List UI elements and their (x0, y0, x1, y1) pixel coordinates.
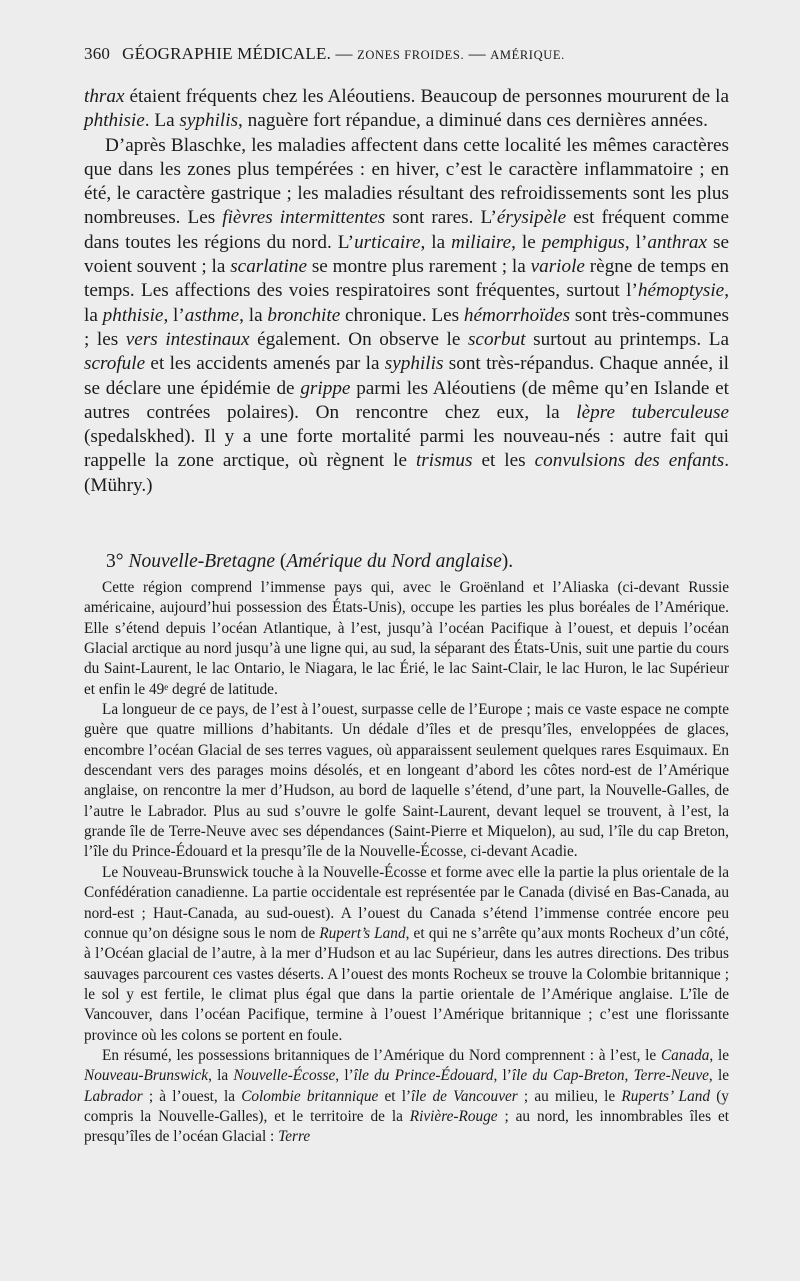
italic-term: érysipèle (496, 207, 567, 229)
text-run: et l’ (378, 1087, 412, 1105)
text-run: , la (84, 280, 729, 326)
italic-term: Ruperts’ Land (621, 1087, 711, 1105)
italic-term: thrax (84, 86, 125, 107)
italic-term: anthrax (647, 231, 708, 253)
text-run: , le (709, 1046, 729, 1064)
main-text (84, 85, 729, 498)
italic-term: île du Prince-Édouard (353, 1067, 494, 1085)
text-run: également. On observe le (249, 328, 468, 350)
text-run: et les (472, 450, 535, 472)
paragraph: Cette région comprend l’immense pays qui, avec le Groënland et l’Aliaska (ci-devant Russie américaine, aujourd’hui possession des États-Unis), occupe les parties les plus boréales de l’Amérique. Elle s’étend depuis l’océan Atlantique, à l’est, jusqu’à l’océan Pacifique à l’ouest, et depuis l’océan Glacial arctique au nord jusqu’à une ligne qui, au sud, la séparant des États-Unis, suit une partie du cours du Saint-Laurent, le lac Ontario, le Niagara, le lac Érié, le lac Saint-Clair, le lac Huron, le lac Supérieur et enfin le 49ᵉ degré de latitude. (84, 579, 729, 698)
section-subtitle: Amérique du Nord anglaise (286, 551, 502, 572)
text-run: étaient fréquents chez les Aléoutiens. Beaucoup de personnes moururent de la (124, 86, 729, 107)
text-run: , l’ (493, 1067, 512, 1085)
text-run: ). (501, 551, 514, 572)
text-run: En résumé, les possessions britanniques de l’Amérique du Nord comprennent : à l’est, le (102, 1046, 661, 1064)
text-run: ; au nord, les innombrables îles et presqu’îles de l’océan Glacial : (84, 1107, 729, 1146)
italic-term: lèpre tuberculeuse (576, 401, 729, 423)
section-title: Nouvelle-Bretagne (128, 551, 275, 572)
text-run: surtout au printemps. La (525, 328, 729, 350)
text-run: , le (511, 231, 542, 253)
italic-term: Rupert’s Land (319, 924, 406, 942)
italic-term: Labrador (84, 1087, 143, 1105)
header-separator: — (331, 44, 358, 63)
running-title: GÉOGRAPHIE MÉDICALE. (122, 44, 332, 63)
page-number: 360 (84, 44, 111, 63)
header-separator: — (464, 44, 491, 63)
text-run: (y compris la Nouvelle-Galles), et le territoire de la (84, 1087, 729, 1125)
text-run: , naguère fort répandue, a diminué dans ces dernières années. (238, 110, 708, 132)
header-section-region: AMÉRIQUE. (490, 48, 565, 62)
running-header (84, 44, 724, 64)
text-run: , la (208, 1067, 234, 1085)
italic-term: Terre (278, 1128, 311, 1146)
italic-term: urticaire (354, 231, 421, 253)
italic-term: île du Cap-Breton (511, 1067, 625, 1085)
header-section-zone: ZONES FROIDES. (357, 48, 465, 62)
italic-term: convulsions des enfants (534, 450, 725, 472)
italic-term: Rivière-Rouge (409, 1107, 498, 1125)
italic-term: Canada (660, 1046, 710, 1064)
paragraph (84, 863, 729, 1046)
italic-term: hémoptysie (637, 280, 725, 302)
text-run: . La (144, 110, 180, 132)
text-run: , le (708, 1067, 729, 1085)
italic-term: syphilis (384, 353, 444, 375)
text-run: est fréquent comme dans toutes les régions du nord. L’ (84, 207, 729, 253)
text-run: , l’ (163, 304, 185, 326)
text-run: , et qui ne s’arrête qu’aux monts Rocheux d’un côté, à l’Océan glacial de l’autre, à la mer d’Hudson et au lac Supérieur, dans les autres directions. Des tribus sauvages parcourent ces vastes déserts. A l’ouest des monts Rocheux se trouve la Colombie britannique ; le sol y est fertile, le climat plus égal que dans la partie orientale de l’Amérique anglaise. L’île de Vancouver, dans l’océan Pacifique, termine à l’ouest l’Amérique britannique ; c’est une florissante province où les colons se portent en foule. (84, 924, 729, 1044)
italic-term: grippe (300, 377, 351, 399)
text-run: règne de temps en temps. Les affections des voies respiratoires sont fréquentes, surtout l’ (84, 256, 729, 302)
italic-term: bronchite (267, 304, 341, 326)
text-run: sont très-répandus. Chaque année, il se déclare une épidémie de (84, 353, 729, 399)
italic-term: phthisie (84, 110, 145, 132)
italic-term: Terre-Neuve (633, 1067, 709, 1085)
text-run: , (624, 1067, 634, 1085)
text-run: chronique. Les (340, 304, 464, 326)
italic-term: syphilis (179, 110, 239, 132)
section-number: 3° (106, 551, 124, 572)
italic-term: vers intestinaux (125, 328, 250, 350)
text-run: (spedalskhed). Il y a une forte mortalité parmi les nouveau-nés : autre fait qui rappelle la zone arctique, où règnent le (84, 426, 729, 472)
text-run: , l’ (335, 1067, 354, 1085)
text-run: se voient souvent ; la (84, 231, 729, 278)
italic-term: phthisie (102, 304, 164, 326)
text-run: ; à l’ouest, la (142, 1087, 242, 1105)
text-run: se montre plus rarement ; la (306, 256, 531, 278)
paragraph (84, 1046, 729, 1148)
italic-term: scorbut (467, 328, 526, 350)
italic-term: scarlatine (230, 256, 307, 278)
italic-term: pemphigus (541, 231, 625, 253)
text-run: et les accidents amenés par la (145, 353, 385, 375)
italic-term: trismus (415, 450, 473, 472)
text-run: parmi les Aléoutiens (de même qu’en Islande et autres contrées polaires). On rencontre chez eux, la (84, 377, 730, 423)
section-heading (106, 550, 726, 574)
text-run: sont rares. L’ (385, 207, 497, 229)
paragraph (84, 85, 729, 134)
small-print-text (84, 578, 729, 1148)
italic-term: Nouveau-Brunswick (84, 1067, 209, 1085)
text-run: . (Mühry.) (84, 450, 729, 496)
italic-term: miliaire (451, 231, 512, 253)
italic-term: île de Vancouver (411, 1087, 518, 1105)
text-run: D’après Blaschke, les maladies affectent dans cette localité les mêmes caractères que dans les zones plus tempérées : en hiver, c’est le caractère inflammatoire ; en été, le caractère gastrique ; les maladies résultant des refroidissements sont les plus nombreuses. Les (84, 134, 729, 229)
paragraph (84, 134, 729, 498)
italic-term: scrofule (84, 353, 146, 375)
text-run: ( (279, 551, 287, 572)
text-run: sont très-communes ; les (84, 304, 729, 350)
italic-term: variole (530, 256, 585, 278)
text-run: , la (239, 304, 268, 326)
italic-term: asthme (184, 304, 240, 326)
text-run: , la (420, 231, 452, 253)
italic-term: fièvres intermittentes (222, 207, 386, 229)
italic-term: Nouvelle-Écosse (233, 1067, 336, 1085)
text-run: Le Nouveau-Brunswick touche à la Nouvelle-Écosse et forme avec elle la partie la plus orientale de la Confédération canadienne. La partie occidentale est représentée par le Canada (divisé en Bas-Canada, au nord-est ; Haut-Canada, au sud-ouest). A l’ouest du Canada s’étend l’immense contrée encore peu connue qu’on désigne sous le nom de (84, 863, 729, 942)
text-run: , l’ (624, 231, 648, 253)
text-run: ; au milieu, le (517, 1087, 622, 1105)
paragraph: La longueur de ce pays, de l’est à l’ouest, surpasse celle de l’Europe ; mais ce vaste espace ne compte guère que quatre millions d’habitants. Un dédale d’îles et de presqu’îles, enveloppées de glaces, encombre l’océan Glacial de ses terres vagues, où apparaissent seulement quelques rares Esquimaux. En descendant vers des parages moins désolés, et en longeant d’abord les côtes nord-est de l’Amérique anglaise, on rencontre la mer d’Hudson, au bord de laquelle s’étend, d’une part, la Nouvelle-Galles, de l’autre le Labrador. Plus au sud s’ouvre le golfe Saint-Laurent, devant lequel se trouvent, à l’est, la grande île de Terre-Neuve avec ses dépendances (Saint-Pierre et Miquelon), au sud, l’île du cap Breton, l’île du Prince-Édouard et la presqu’île de la Nouvelle-Écosse, ci-devant Acadie. (84, 701, 729, 861)
italic-term: Colombie britannique (241, 1087, 379, 1105)
italic-term: hémorrhoïdes (463, 304, 571, 326)
